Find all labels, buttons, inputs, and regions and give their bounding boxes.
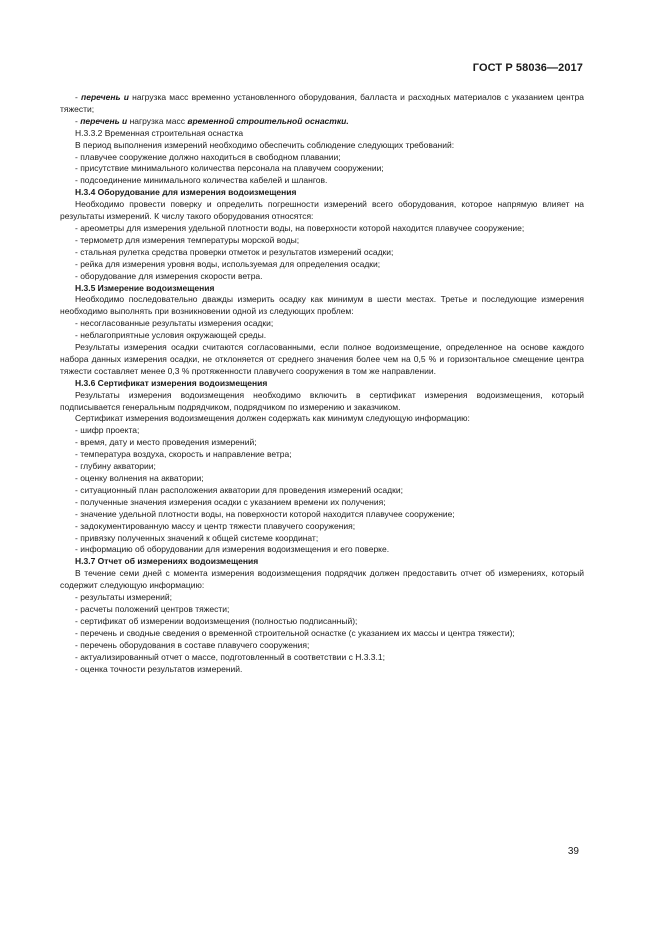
list-item: - оценка точности результатов измерений. — [75, 663, 243, 674]
document-header: ГОСТ Р 58036—2017 — [472, 62, 583, 74]
list-item: - перечень и сводные сведения о временной строительной оснастке (с указанием их массы и центра тяжести); — [75, 627, 515, 638]
paragraph-mass-list — [60, 92, 584, 116]
list-item: - несогласованные результаты измерения осадки; — [75, 318, 274, 329]
list-item: - актуализированный отчет о массе, подготовленный в соответствии с Н.3.3.1; — [75, 651, 385, 662]
section-heading: Н.3.7 Отчет об измерениях водоизмещения — [75, 556, 259, 567]
list-item: - шифр проекта; — [75, 425, 140, 436]
emphasis-text: перечень и — [81, 92, 129, 102]
subsection-heading: Н.3.3.2 Временная строительная оснастка — [75, 127, 244, 138]
list-item: - присутствие минимального количества персонала на плавучем сооружении; — [75, 163, 384, 174]
section-heading: Н.3.4 Оборудование для измерения водоизмещения — [75, 187, 297, 198]
list-item: - рейка для измерения уровня воды, используемая для определения осадки; — [75, 258, 381, 269]
dash: - — [75, 115, 81, 126]
list-item: - термометр для измерения температуры морской воды; — [75, 234, 300, 245]
section-heading: Н.3.5 Измерение водоизмещения — [75, 282, 215, 293]
list-item: - стальная рулетка средства проверки отметок и результатов измерений осадки; — [75, 246, 394, 257]
paragraph: Сертификат измерения водоизмещения должен содержать как минимум следующую информацию: — [75, 413, 470, 424]
paragraph: В период выполнения измерений необходимо обеспечить соблюдение следующих требований: — [75, 139, 455, 150]
paragraph: В течение семи дней с момента измерения водоизмещения подрядчик должен предоставить отчет об измерениях, который содержит следующую информацию: — [60, 568, 584, 591]
emphasis-text: временной строительной оснастки. — [187, 115, 349, 126]
list-item: - задокументированную массу и центр тяжести плавучего сооружения; — [75, 520, 356, 531]
paragraph-temp-rigging — [60, 116, 584, 128]
paragraph: Необходимо последовательно дважды измерить осадку как минимум в шести местах. Третье и последующие измерения необходимо выполнять при возникновении одной из следующих проблем: — [60, 294, 584, 317]
emphasis-text: перечень и — [80, 115, 128, 126]
list-item: - оборудование для измерения скорости ветра. — [75, 270, 263, 281]
list-item: - ситуационный план расположения акватории для проведения измерений осадки; — [75, 484, 403, 495]
list-item: - результаты измерений; — [75, 592, 172, 603]
page-number: 39 — [567, 846, 579, 857]
list-item: - оценку волнения на акватории; — [75, 473, 204, 483]
section-heading: Н.3.6 Сертификат измерения водоизмещения — [75, 377, 268, 388]
list-item: - неблагоприятные условия окружающей среды. — [75, 330, 267, 341]
list-item: - глубину акватории; — [75, 461, 156, 472]
list-item: - перечень оборудования в составе плавучего сооружения; — [75, 639, 310, 650]
list-item: - температура воздуха, скорость и направление ветра; — [75, 449, 292, 460]
list-item: - плавучее сооружение должно находиться в свободном плавании; — [75, 151, 341, 162]
document-body — [60, 92, 584, 675]
list-item: - информацию об оборудовании для измерения водоизмещения и его поверке. — [75, 544, 390, 555]
list-item: - значение удельной плотности воды, на поверхности которой находится плавучее сооружение; — [75, 508, 455, 519]
list-item: - подсоединение минимального количества кабелей и шлангов. — [75, 175, 328, 186]
paragraph-text: нагрузка масс временно установленного оборудования, балласта и расходных материалов с указанием центра тяжести; — [60, 92, 585, 114]
list-item: - расчеты положений центров тяжести; — [75, 603, 230, 614]
list-item: - привязку полученных значений к общей системе координат; — [75, 532, 319, 543]
dash: - — [75, 92, 82, 102]
list-item: - время, дату и место проведения измерений; — [75, 437, 257, 448]
paragraph: Результаты измерения водоизмещения необходимо включить в сертификат измерения водоизмещения, который подписывается генеральным подрядчиком, подрядчиком по измерению и заказчиком. — [60, 389, 584, 412]
list-item: - ареометры для измерения удельной плотности воды, на поверхности которой находится плавучее сооружение; — [75, 222, 525, 233]
list-item: - полученные значения измерения осадки с указанием времени их получения; — [75, 496, 386, 507]
list-item: - сертификат об измерении водоизмещения (полностью подписанный); — [75, 615, 358, 626]
paragraph-text: нагрузка масс — [127, 115, 188, 126]
paragraph: Необходимо провести поверку и определить погрешности измерений всего оборудования, которое напрямую влияет на результаты измерений. К числу такого оборудования относятся: — [60, 199, 584, 222]
paragraph: Результаты измерения осадки считаются согласованными, если полное водоизмещение, определенное на основе каждого набора данных измерения осадки, не отклоняется от среднего значения более чем на 0,5 % и горизонтальное смещение центра тяжести составляет менее 0,3 % протяженности плавучего сооружения в том же направлении. — [60, 342, 584, 376]
